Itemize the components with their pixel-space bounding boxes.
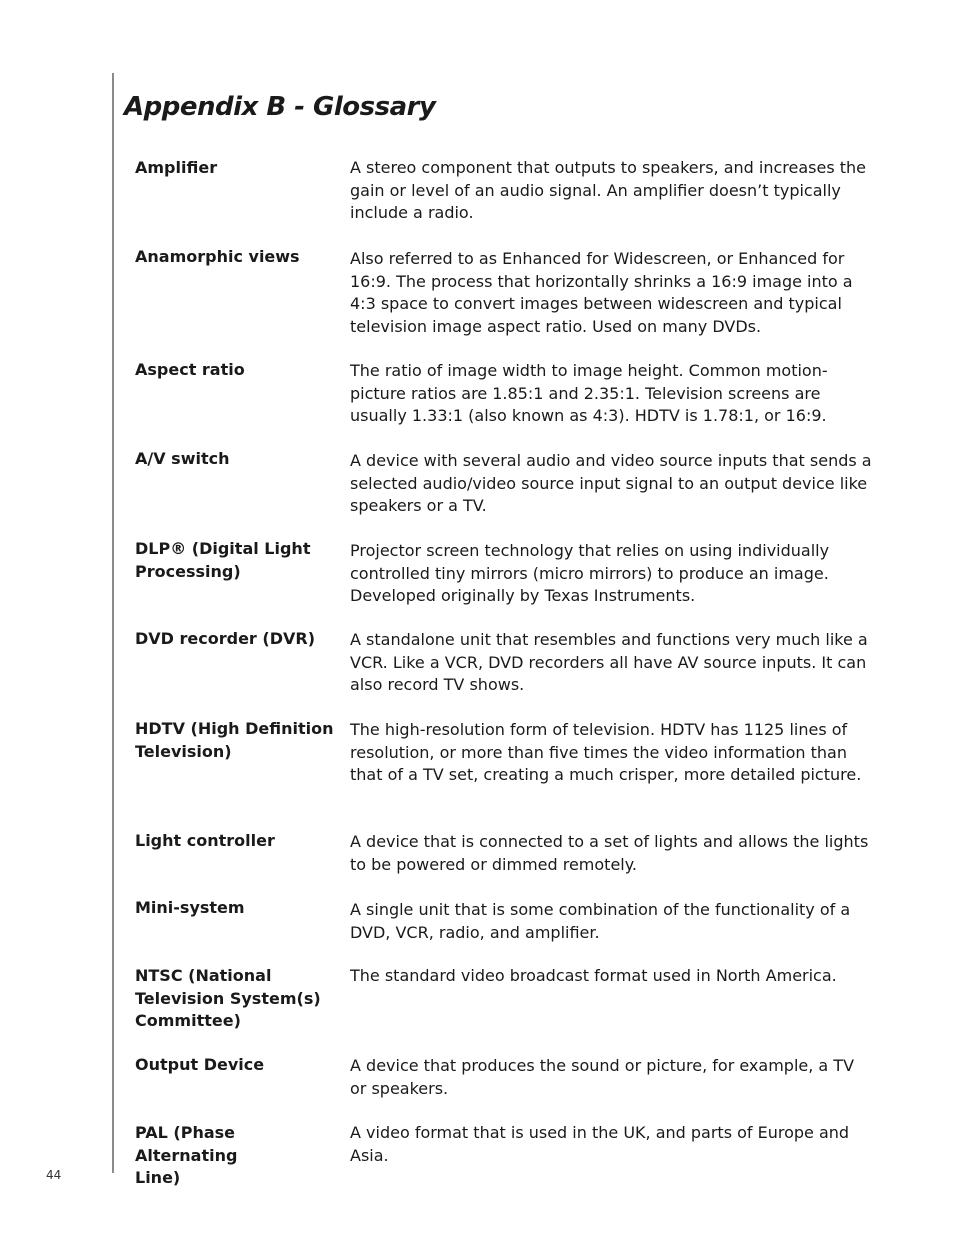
glossary-definition: A stereo component that outputs to speakers, and increases the gain or level of an audio signal. An amplifier doesn’t typically include a radio. [350,158,867,222]
glossary-definition: Projector screen technology that relies on using individually controlled tiny mirrors (micro mirrors) to produce an image. Developed originally by Texas Instruments. [350,541,830,605]
glossary-definition: A device that produces the sound or picture, for example, a TV or speakers. [350,1056,855,1098]
glossary-term: NTSC (National Television System(s) Committee) [135,966,321,1031]
glossary-definition: A single unit that is some combination of the functionality of a DVD, VCR, radio, and amplifier. [350,900,851,942]
glossary-definition: The standard video broadcast format used in North America. [350,966,837,985]
glossary-term: DLP® (Digital Light Processing) [135,539,311,581]
glossary-term: Output Device [135,1055,265,1074]
glossary-term: A/V switch [135,449,230,468]
glossary-term: Mini-system [135,898,245,917]
glossary-definition: A video format that is used in the UK, and parts of Europe and Asia. [350,1123,850,1165]
glossary-definition: The high-resolution form of television. HDTV has 1125 lines of resolution, or more than five times the video information than that of a TV set, creating a much crisper, more detailed picture. [350,720,862,784]
glossary-definition: A device with several audio and video source inputs that sends a selected audio/video source input signal to an output device like speakers or a TV. [350,451,872,515]
glossary-definition: A standalone unit that resembles and functions very much like a VCR. Like a VCR, DVD recorders all have AV source inputs. It can also record TV shows. [350,630,868,694]
glossary-term: Anamorphic views [135,247,300,266]
glossary-definition: Also referred to as Enhanced for Widescreen, or Enhanced for 16:9. The process that horizontally shrinks a 16:9 image into a 4:3 space to convert images between widescreen and typical television image aspect ratio. Used on many DVDs. [350,249,853,336]
glossary-definition: The ratio of image width to image height. Common motion- picture ratios are 1.85:1 and 2.35:1. Television screens are usually 1.33:1 (also known as 4:3). HDTV is 1.78:1, or 16:9. [350,361,828,425]
page-number: 44 [46,1168,62,1182]
glossary-term: PAL (Phase Alternating Line) [135,1123,238,1188]
page-title: Appendix B - Glossary [124,92,436,122]
glossary-term: Aspect ratio [135,360,245,379]
glossary-definition: A device that is connected to a set of lights and allows the lights to be powered or dimmed remotely. [350,832,869,874]
glossary-term: Light controller [135,831,275,850]
margin-rule [112,73,114,1173]
glossary-term: Amplifier [135,158,218,177]
glossary-term: DVD recorder (DVR) [135,629,315,648]
glossary-term: HDTV (High Definition Television) [135,719,334,761]
